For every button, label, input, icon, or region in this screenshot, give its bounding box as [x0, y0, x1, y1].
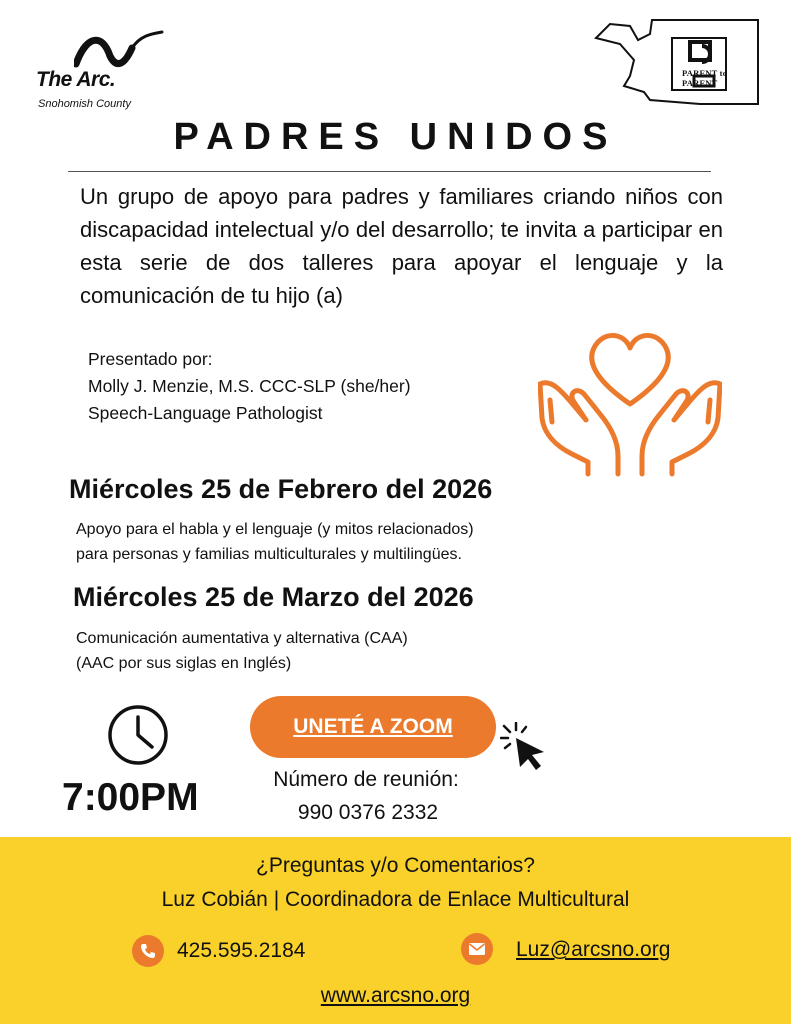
meeting-number-label: Número de reunión: [273, 768, 459, 791]
contact-email-link[interactable]: Luz@arcsno.org [516, 938, 671, 961]
session-2-line-2: (AAC por sus siglas en Inglés) [76, 655, 292, 672]
join-zoom-button[interactable]: UNETÉ A ZOOM [250, 696, 496, 758]
phone-icon [132, 935, 164, 967]
session-2-date: Miércoles 25 de Marzo del 2026 [73, 582, 474, 612]
clock-icon [106, 703, 170, 767]
session-1-description [76, 517, 474, 567]
session-1-line-2: para personas y familias multiculturales y multilingües. [76, 546, 462, 563]
session-1-line-1: Apoyo para el habla y el lenguaje (y mitos relacionados) [76, 521, 474, 538]
parent-to-parent-logo [590, 16, 762, 118]
arc-swoosh-icon [74, 30, 166, 70]
washington-state-map-icon [590, 16, 762, 118]
parent-to-parent-label: PARENT to PARENT [682, 68, 728, 88]
heart-hands-icon [538, 322, 722, 478]
event-time: 7:00PM [62, 776, 199, 819]
session-2-line-1: Comunicación aumentativa y alternativa (CAA) [76, 630, 408, 647]
presenter-name: Molly J. Menzie, M.S. CCC-SLP (she/her) [88, 376, 411, 396]
arc-county: Snohomish County [38, 98, 131, 110]
website-row [0, 984, 791, 1008]
arc-logo [34, 26, 174, 116]
contact-coordinator: Luz Cobián | Coordinadora de Enlace Multicultural [161, 888, 630, 911]
footer-band [0, 837, 791, 1024]
presenter-role: Speech-Language Pathologist [88, 403, 323, 423]
presenter-label: Presentado por: [88, 349, 213, 369]
page-title: PADRES UNIDOS [173, 116, 618, 158]
session-2-description [76, 626, 408, 676]
presenter-block [88, 346, 411, 427]
intro-paragraph: Un grupo de apoyo para padres y familiares criando niños con discapacidad intelectual y/o del desarrollo; te invita a participar en esta serie de dos talleres para apoyar el lenguaje y la comunicación de tu hijo (a) [80, 184, 723, 308]
arc-name: The Arc. [36, 68, 116, 91]
mail-icon [461, 933, 493, 965]
meeting-number: 990 0376 2332 [297, 801, 439, 824]
website-link[interactable]: www.arcsno.org [320, 984, 471, 1007]
contact-phone[interactable]: 425.595.2184 [177, 939, 306, 962]
questions-heading: ¿Preguntas y/o Comentarios? [256, 854, 535, 877]
title-divider [68, 171, 711, 172]
click-cursor-icon [500, 722, 550, 772]
session-1-date: Miércoles 25 de Febrero del 2026 [69, 474, 493, 504]
